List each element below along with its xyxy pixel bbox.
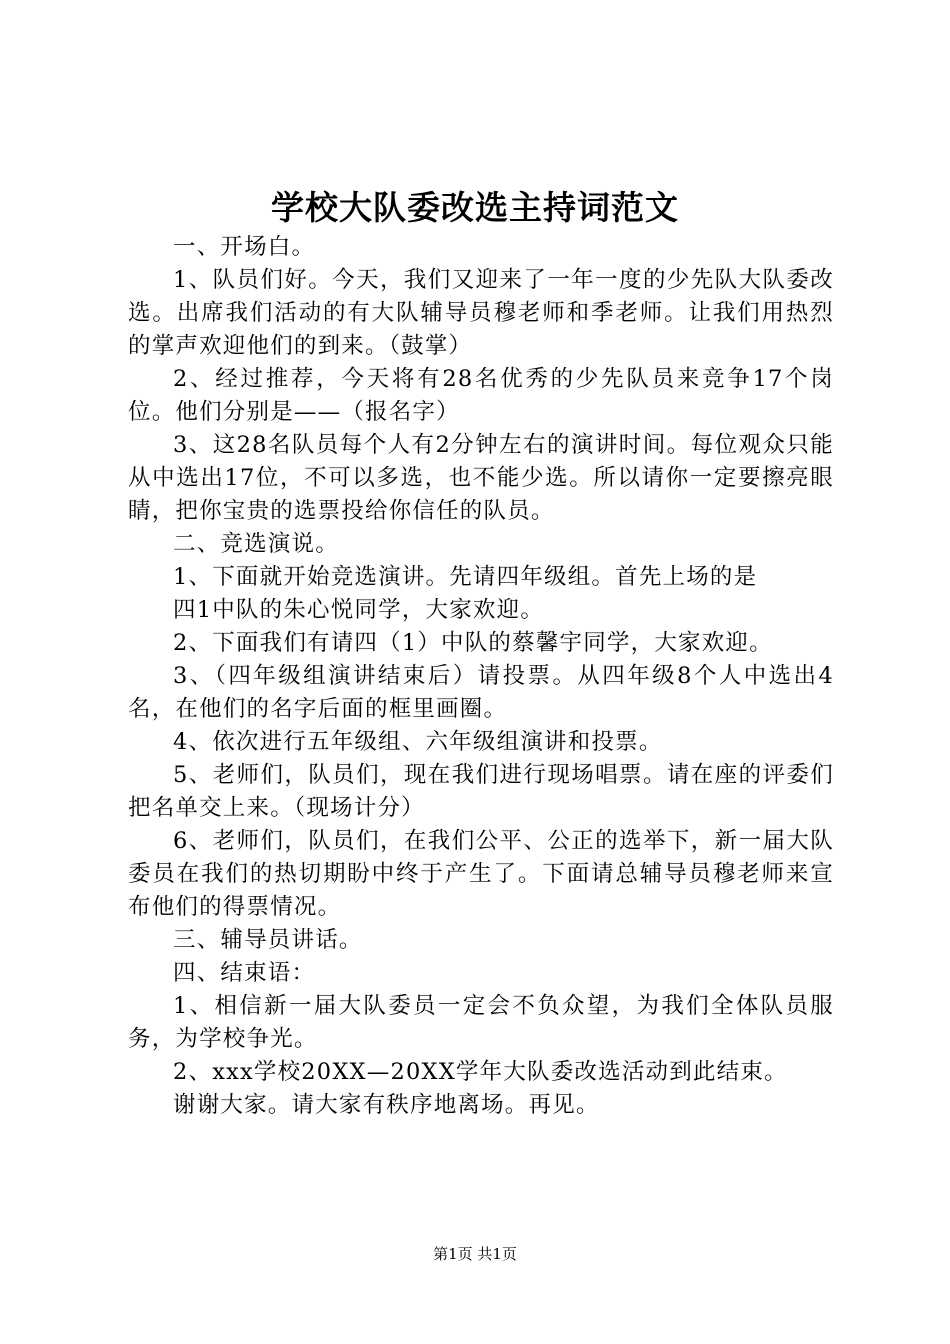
paragraph: 2、xxx学校20XX—20XX学年大队委改选活动到此结束。 xyxy=(173,1059,788,1085)
paragraph: 四1中队的朱心悦同学，大家欢迎。 xyxy=(173,597,545,623)
paragraph: 四、结束语： xyxy=(173,960,316,986)
document-body xyxy=(128,231,834,1122)
document-title: 学校大队委改选主持词范文 xyxy=(271,188,679,227)
paragraph: 二、竞选演说。 xyxy=(173,531,339,557)
paragraph: 3、这28名队员每个人有2分钟左右的演讲时间。每位观众只能从中选出17位，不可以多选，也不能少选。所以请你一定要擦亮眼睛，把你宝贵的选票投给你信任的队员。 xyxy=(128,432,834,524)
paragraph: 谢谢大家。请大家有秩序地离场。再见。 xyxy=(173,1092,600,1118)
page-footer: 第1页 共1页 xyxy=(433,1245,517,1263)
paragraph: 2、下面我们有请四（1）中队的蔡馨宇同学，大家欢迎。 xyxy=(173,630,773,656)
paragraph: 三、辅导员讲话。 xyxy=(173,927,363,953)
paragraph: 4、依次进行五年级组、六年级组演讲和投票。 xyxy=(173,729,663,755)
paragraph: 6、老师们，队员们，在我们公平、公正的选举下，新一届大队委员在我们的热切期盼中终于产生了。下面请总辅导员穆老师来宣布他们的得票情况。 xyxy=(128,828,834,920)
paragraph: 5、老师们，队员们，现在我们进行现场唱票。请在座的评委们把名单交上来。（现场计分） xyxy=(128,762,834,821)
paragraph: 一、开场白。 xyxy=(173,234,316,260)
paragraph: 1、队员们好。今天，我们又迎来了一年一度的少先队大队委改选。出席我们活动的有大队辅导员穆老师和季老师。让我们用热烈的掌声欢迎他们的到来。（鼓掌） xyxy=(128,267,834,359)
paragraph: 1、相信新一届大队委员一定会不负众望，为我们全体队员服务，为学校争光。 xyxy=(128,993,834,1052)
paragraph: 1、下面就开始竞选演讲。先请四年级组。首先上场的是 xyxy=(173,564,758,590)
paragraph: 3、（四年级组演讲结束后）请投票。从四年级8个人中选出4名，在他们的名字后面的框里画圈。 xyxy=(128,663,834,722)
paragraph: 2、经过推荐，今天将有28名优秀的少先队员来竞争17个岗位。他们分别是——（报名字） xyxy=(128,366,834,425)
